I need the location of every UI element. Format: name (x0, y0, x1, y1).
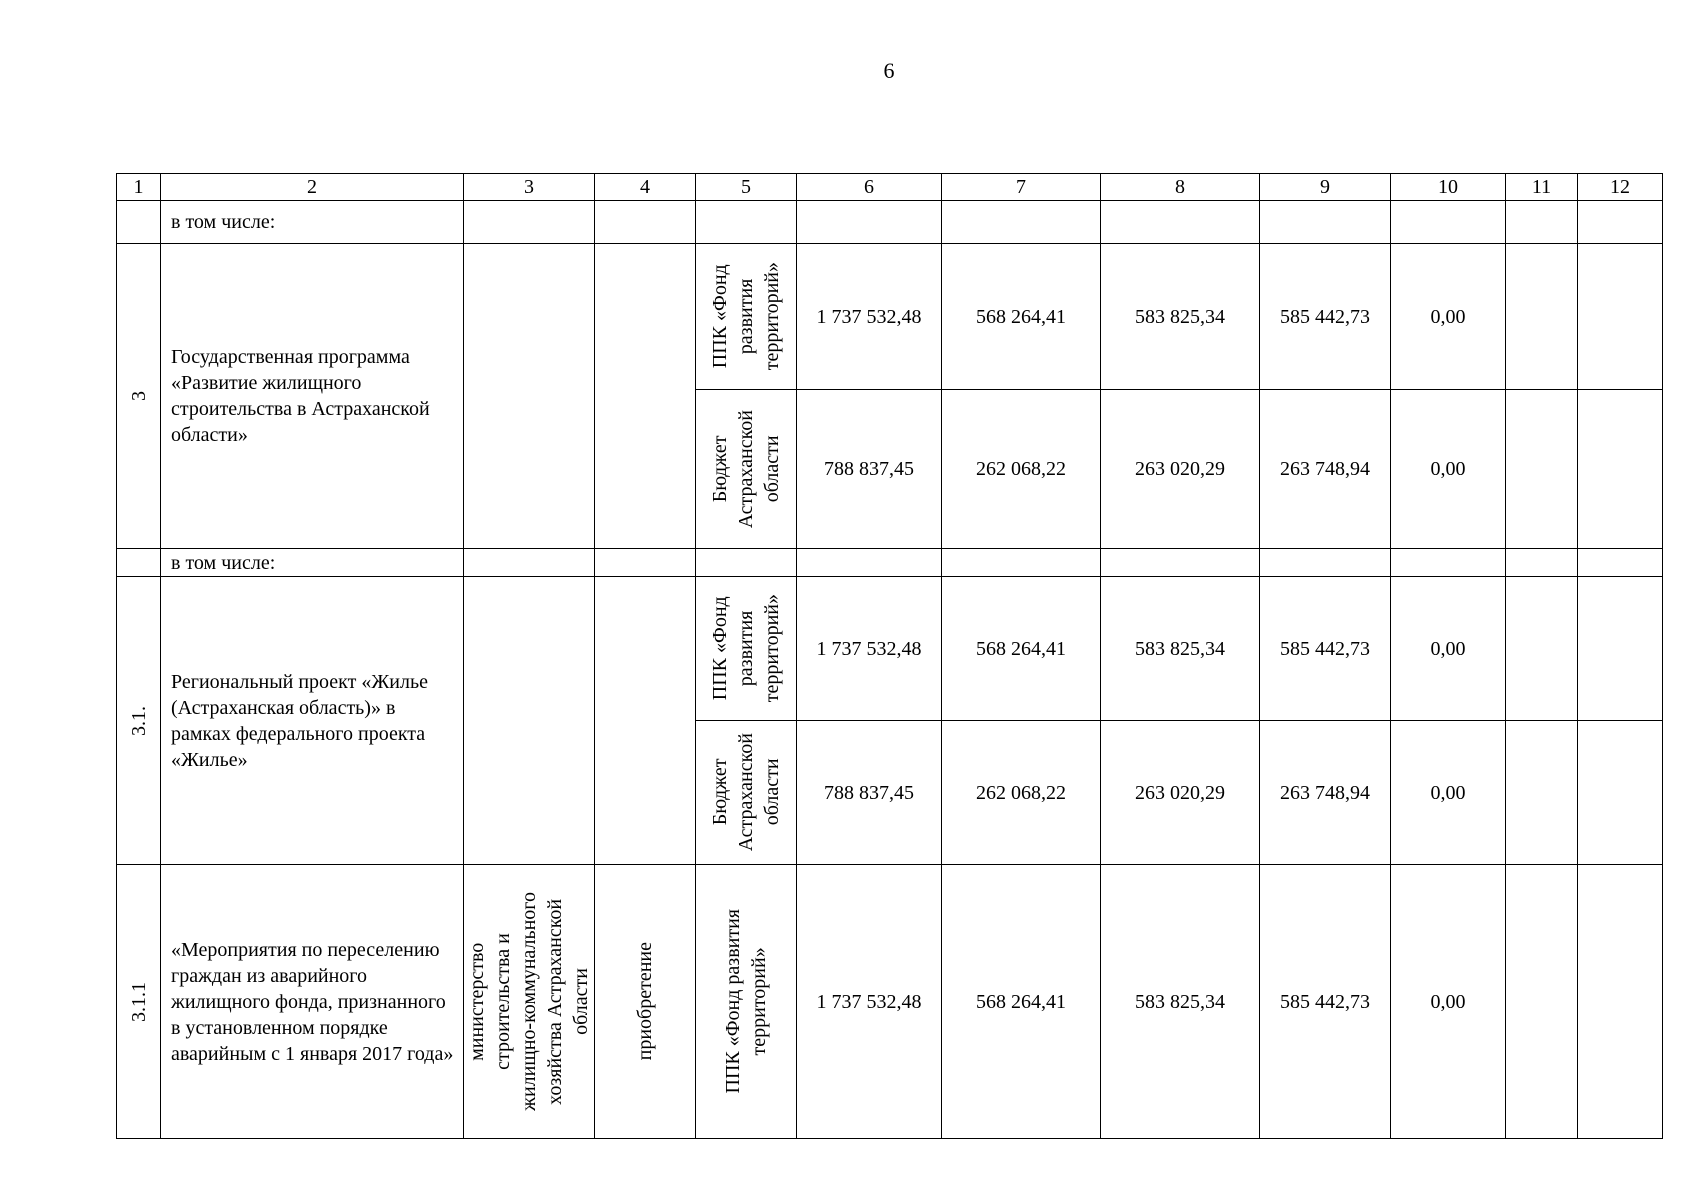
value-cell: 568 264,41 (942, 865, 1101, 1139)
type-cell (595, 865, 696, 1139)
measure-name: «Мероприятия по переселению граждан из аварийного жилищного фонда, признанного в установленном порядке аварийным с 1 января 2017 года» (161, 865, 464, 1139)
value-cell: 568 264,41 (942, 577, 1101, 721)
table-row (117, 865, 1663, 1139)
project-name: Региональный проект «Жилье (Астраханская область)» в рамках федерального проекта «Жилье» (161, 577, 464, 865)
budget-table (116, 173, 1663, 1139)
column-header: 5 (696, 174, 797, 201)
column-header: 8 (1101, 174, 1260, 201)
value-cell: 585 442,73 (1260, 244, 1391, 390)
value-cell: 788 837,45 (797, 390, 942, 549)
value-cell: 263 020,29 (1101, 721, 1260, 865)
table-row (117, 577, 1663, 721)
value-cell: 263 748,94 (1260, 721, 1391, 865)
table-row (117, 549, 1663, 577)
column-header: 12 (1578, 174, 1663, 201)
value-cell: 583 825,34 (1101, 244, 1260, 390)
column-header: 2 (161, 174, 464, 201)
funding-source-cell (696, 390, 797, 549)
executor: министерство строительства и жилищно-коммунального хозяйства Астраханской области (466, 892, 592, 1111)
executor-cell (464, 865, 595, 1139)
value-cell: 0,00 (1391, 865, 1506, 1139)
value-cell: 1 737 532,48 (797, 244, 942, 390)
value-cell: 1 737 532,48 (797, 577, 942, 721)
funding-source: Бюджет Астраханской области (709, 733, 783, 852)
table-header-row (117, 174, 1663, 201)
subtotal-label: в том числе: (161, 201, 464, 244)
funding-source: ППК «Фонд развития территорий» (709, 594, 783, 703)
funding-source: ППК «Фонд развития территорий» (722, 909, 770, 1094)
funding-source: ППК «Фонд развития территорий» (709, 262, 783, 371)
subtotal-label: в том числе: (161, 549, 464, 577)
row-number-cell (117, 244, 161, 549)
measure-type: приобретение (634, 942, 656, 1061)
column-header: 6 (797, 174, 942, 201)
column-header: 4 (595, 174, 696, 201)
funding-source: Бюджет Астраханской области (709, 409, 783, 529)
table-row (117, 244, 1663, 390)
row-number-cell (117, 865, 161, 1139)
value-cell: 568 264,41 (942, 244, 1101, 390)
table-row (117, 201, 1663, 244)
row-number: 3.1. (127, 705, 150, 736)
column-header: 9 (1260, 174, 1391, 201)
value-cell: 0,00 (1391, 577, 1506, 721)
column-header: 7 (942, 174, 1101, 201)
column-header: 3 (464, 174, 595, 201)
page-number: 6 (883, 58, 895, 83)
value-cell: 263 020,29 (1101, 390, 1260, 549)
value-cell: 262 068,22 (942, 390, 1101, 549)
value-cell: 788 837,45 (797, 721, 942, 865)
funding-source-cell (696, 244, 797, 390)
value-cell: 0,00 (1391, 244, 1506, 390)
value-cell: 583 825,34 (1101, 865, 1260, 1139)
funding-source-cell (696, 865, 797, 1139)
column-header: 1 (117, 174, 161, 201)
value-cell: 263 748,94 (1260, 390, 1391, 549)
funding-source-cell (696, 721, 797, 865)
row-number: 3 (127, 391, 150, 401)
row-number: 3.1.1 (127, 981, 150, 1022)
column-header: 11 (1506, 174, 1578, 201)
value-cell: 583 825,34 (1101, 577, 1260, 721)
value-cell: 1 737 532,48 (797, 865, 942, 1139)
program-name: Государственная программа «Развитие жилищного строительства в Астраханской области» (161, 244, 464, 549)
value-cell: 0,00 (1391, 721, 1506, 865)
value-cell: 262 068,22 (942, 721, 1101, 865)
column-header: 10 (1391, 174, 1506, 201)
funding-source-cell (696, 577, 797, 721)
value-cell: 0,00 (1391, 390, 1506, 549)
value-cell: 585 442,73 (1260, 865, 1391, 1139)
value-cell: 585 442,73 (1260, 577, 1391, 721)
row-number-cell (117, 577, 161, 865)
